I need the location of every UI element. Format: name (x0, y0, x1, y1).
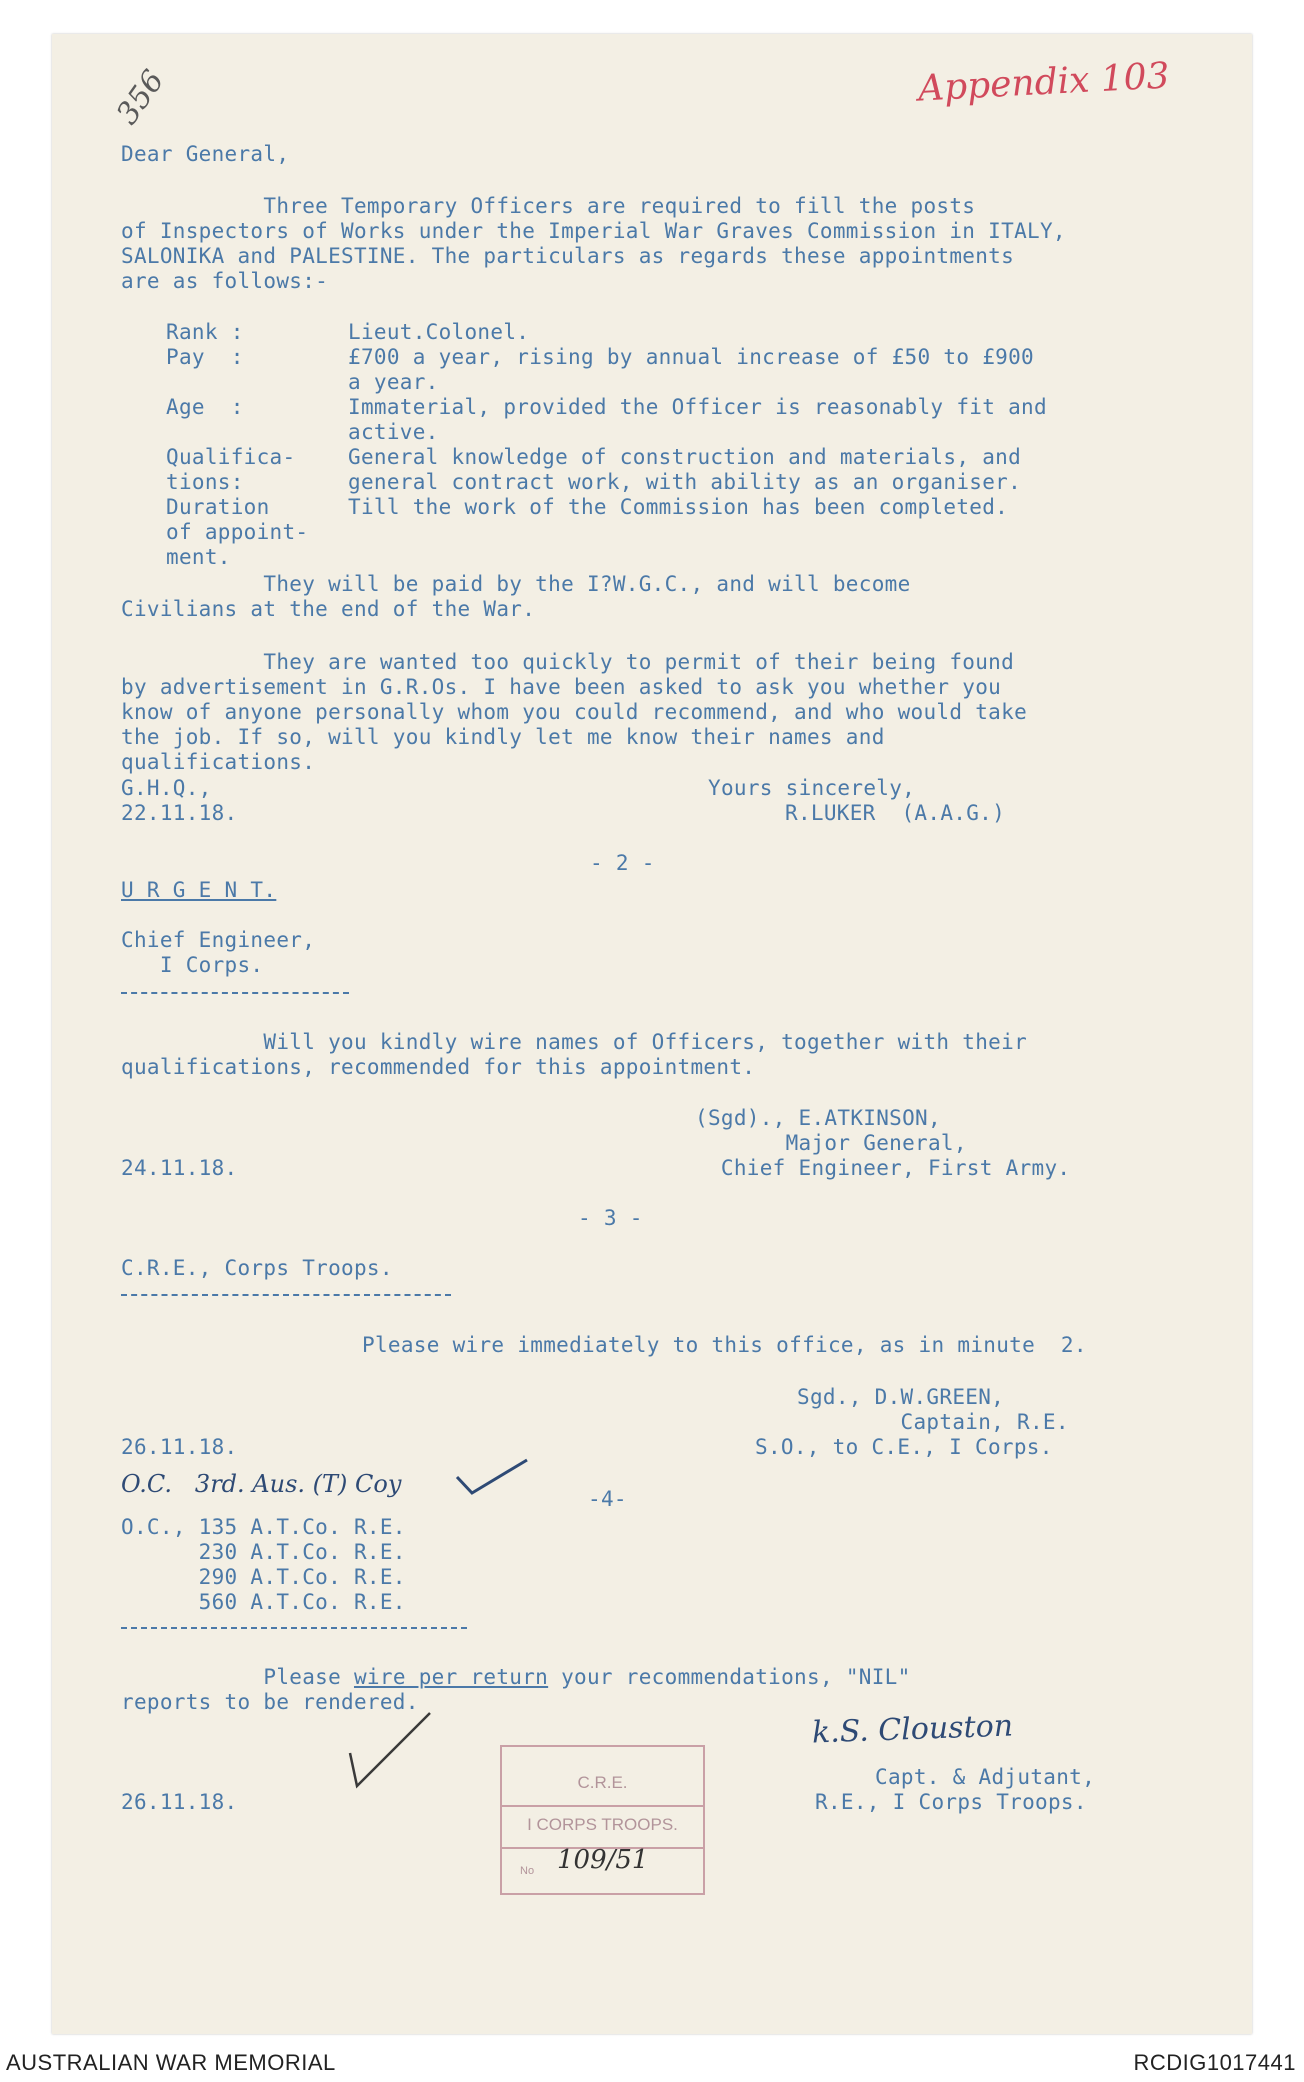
minute-2-addressee: I Corps. (121, 953, 264, 977)
salutation: Dear General, (121, 142, 290, 166)
minute-3-body: Please wire immediately to this office, as in minute 2. (362, 1333, 1087, 1357)
minute-4-addressee: 230 A.T.Co. R.E. (121, 1540, 406, 1564)
wanted-line: by advertisement in G.R.Os. I have been asked to ask you whether you (121, 675, 1002, 699)
minute-3-sign: Sgd., D.W.GREEN, (797, 1385, 1005, 1409)
minute-2-sign: Major General, (695, 1131, 967, 1155)
minute-3-number: - 3 - (578, 1206, 643, 1230)
urgent-heading: U R G E N T. (121, 878, 277, 902)
stamp-number: 109/51 (557, 1845, 649, 1875)
footer-id: RCDIG1017441 (1133, 2050, 1296, 2075)
paid-line: Civilians at the end of the War. (121, 597, 536, 621)
divider (121, 992, 349, 994)
minute-2-body: Will you kindly wire names of Officers, together with their (121, 1030, 1028, 1054)
wanted-line: the job. If so, will you kindly let me know their names and (121, 725, 885, 749)
minute-2-sign: (Sgd)., E.ATKINSON, (695, 1106, 941, 1130)
minute-3-date: 26.11.18. (121, 1435, 238, 1459)
signature: k.S. Clouston (811, 1708, 1014, 1751)
particular-label: tions: (166, 470, 244, 494)
divider (121, 1294, 451, 1296)
particular-label: Duration (166, 495, 270, 519)
minute-4-body: reports to be rendered. (121, 1690, 419, 1714)
intro-line: of Inspectors of Works under the Imperial War Graves Commission in ITALY, (121, 219, 1066, 243)
divider (121, 1627, 467, 1629)
paid-line: They will be paid by the I?W.G.C., and will become (121, 572, 911, 596)
intro-line: Three Temporary Officers are required to fill the posts (121, 194, 976, 218)
minute-4-body (121, 1665, 911, 1690)
folio-number: 356 (109, 64, 172, 131)
intro-line: are as follows:- (121, 269, 329, 293)
check-mark-icon (452, 1455, 532, 1500)
particular-label: Age : (166, 395, 244, 419)
particular-label: Pay : (166, 345, 244, 369)
minute-4-addressee: 560 A.T.Co. R.E. (121, 1590, 406, 1614)
handwritten-addressee: O.C. 3rd. Aus. (T) Coy (121, 1470, 402, 1498)
minute-4-sign: R.E., I Corps Troops. (815, 1790, 1087, 1814)
minute-4-addressee: 290 A.T.Co. R.E. (121, 1565, 406, 1589)
minute-2-number: - 2 - (590, 851, 655, 875)
stamp-line-2: I CORPS TROOPS. (527, 1815, 678, 1834)
particular-value: General knowledge of construction and materials, and (348, 445, 1022, 469)
body-suffix: your recommendations, "NIL" (548, 1665, 911, 1689)
letter-signer: R.LUKER (A.A.G.) (785, 801, 1006, 825)
stamp-no-label: No (520, 1865, 535, 1877)
body-underlined: wire per return (353, 1665, 549, 1689)
minute-3-sign: Captain, R.E. (797, 1410, 1069, 1434)
appendix-annotation: Appendix 103 (917, 55, 1171, 110)
letter-closing: Yours sincerely, (708, 776, 916, 800)
minute-3-sign: S.O., to C.E., I Corps. (755, 1435, 1053, 1459)
minute-4-sign: Capt. & Adjutant, (875, 1765, 1096, 1789)
particular-label: of appoint- (166, 520, 309, 544)
intro-line: SALONIKA and PALESTINE. The particulars as regards these appointments (121, 244, 1015, 268)
minute-2-date: 24.11.18. (121, 1156, 238, 1180)
particular-value: a year. (348, 370, 439, 394)
minute-3-addressee: C.R.E., Corps Troops. (121, 1256, 393, 1280)
particular-value: Immaterial, provided the Officer is reasonably fit and (348, 395, 1047, 419)
particular-value: Lieut.Colonel. (348, 320, 530, 344)
pencil-check-icon (345, 1708, 435, 1793)
particular-label: ment. (166, 545, 231, 569)
wanted-line: qualifications. (121, 750, 316, 774)
minute-2-sign: Chief Engineer, First Army. (695, 1156, 1071, 1180)
letter-place: G.H.Q., (121, 776, 212, 800)
particular-value: general contract work, with ability as an organiser. (348, 470, 1022, 494)
minute-2-body: qualifications, recommended for this appointment. (121, 1055, 756, 1079)
body-prefix: Please (121, 1665, 354, 1689)
minute-4-addressee: O.C., 135 A.T.Co. R.E. (121, 1515, 406, 1539)
footer-source: AUSTRALIAN WAR MEMORIAL (6, 2050, 336, 2075)
minute-2-addressee: Chief Engineer, (121, 928, 316, 952)
particular-value: active. (348, 420, 439, 444)
minute-4-number: -4- (588, 1487, 627, 1511)
wanted-line: know of anyone personally whom you could recommend, and who would take (121, 700, 1028, 724)
particular-value: Till the work of the Commission has been completed. (348, 495, 1009, 519)
wanted-line: They are wanted too quickly to permit of their being found (121, 650, 1015, 674)
minute-4-date: 26.11.18. (121, 1790, 238, 1814)
office-stamp (500, 1745, 705, 1895)
letter-date: 22.11.18. (121, 801, 238, 825)
particular-label: Rank : (166, 320, 244, 344)
particular-label: Qualifica- (166, 445, 296, 469)
stamp-line-1: C.R.E. (577, 1773, 628, 1792)
particular-value: £700 a year, rising by annual increase of £50 to £900 (348, 345, 1034, 369)
